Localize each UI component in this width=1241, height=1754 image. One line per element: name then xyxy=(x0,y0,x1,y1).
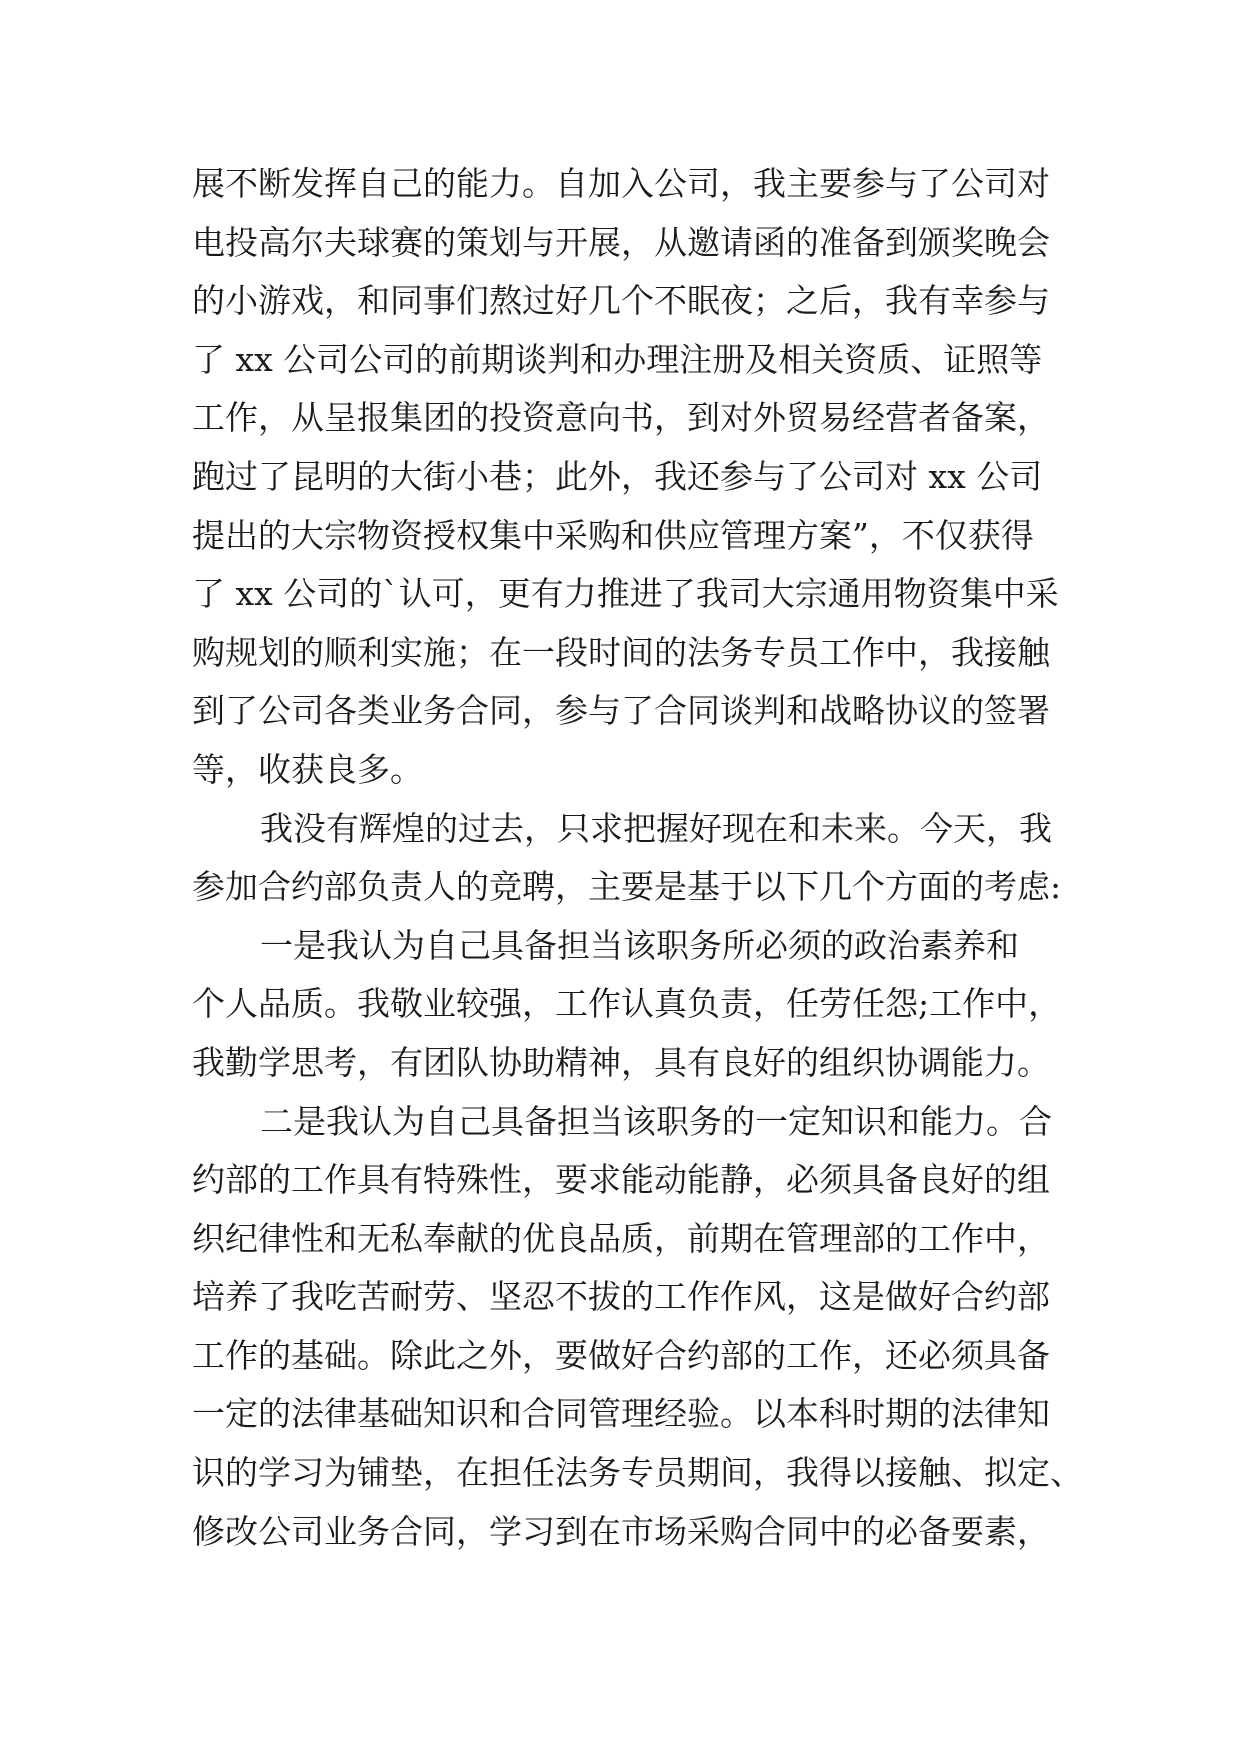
text-line: 织纪律性和无私奉献的优良品质，前期在管理部的工作中， xyxy=(192,1218,1050,1258)
text-line: 了 xx 公司的`认可，更有力推进了我司大宗通用物资集中采 xyxy=(192,574,1059,614)
text-line: 跑过了昆明的大街小巷；此外，我还参与了公司对 xx 公司 xyxy=(192,456,1043,496)
text-line: 工作，从呈报集团的投资意向书，到对外贸易经营者备案， xyxy=(192,398,1050,438)
paragraph-start-line: 一是我认为自己具备担当该职务所必须的政治素养和 xyxy=(260,925,1019,965)
text-line: 提出的大宗物资授权集中采购和供应管理方案”，不仅获得 xyxy=(192,515,1034,555)
text-line: 的小游戏，和同事们熬过好几个不眠夜；之后，我有幸参与 xyxy=(192,281,1050,321)
text-line: 修改公司业务合同，学习到在市场采购合同中的必备要素， xyxy=(192,1511,1050,1551)
text-line: 等，收获良多。 xyxy=(192,749,423,789)
paragraph-start-line: 我没有辉煌的过去，只求把握好现在和未来。今天，我 xyxy=(260,808,1052,848)
text-line: 到了公司各类业务合同，参与了合同谈判和战略协议的签署 xyxy=(192,691,1050,731)
text-line: 培养了我吃苦耐劳、坚忍不拔的工作作风，这是做好合约部 xyxy=(192,1277,1050,1317)
text-line: 购规划的顺利实施；在一段时间的法务专员工作中，我接触 xyxy=(192,632,1050,672)
text-line: 识的学习为铺垫，在担任法务专员期间，我得以接触、拟定、 xyxy=(192,1453,1083,1493)
text-line: 个人品质。我敬业较强，工作认真负责，任劳任怨;工作中， xyxy=(192,984,1062,1024)
body-text xyxy=(192,155,1083,1561)
text-line: 一定的法律基础知识和合同管理经验。以本科时期的法律知 xyxy=(192,1394,1050,1434)
paragraph-start-line: 二是我认为自己具备担当该职务的一定知识和能力。合 xyxy=(260,1101,1052,1141)
text-line: 展不断发挥自己的能力。自加入公司，我主要参与了公司对 xyxy=(192,164,1050,203)
text-line: 了 xx 公司公司的前期谈判和办理注册及相关资质、证照等 xyxy=(192,339,1043,379)
text-line: 我勤学思考，有团队协助精神，具有良好的组织协调能力。 xyxy=(192,1042,1050,1082)
text-line: 工作的基础。除此之外，要做好合约部的工作，还必须具备 xyxy=(192,1335,1050,1375)
text-line: 电投高尔夫球赛的策划与开展，从邀请函的准备到颁奖晚会 xyxy=(192,222,1050,262)
text-line: 参加合约部负责人的竞聘，主要是基于以下几个方面的考虑: xyxy=(192,867,1062,907)
text-line: 约部的工作具有特殊性，要求能动能静，必须具备良好的组 xyxy=(192,1160,1050,1200)
